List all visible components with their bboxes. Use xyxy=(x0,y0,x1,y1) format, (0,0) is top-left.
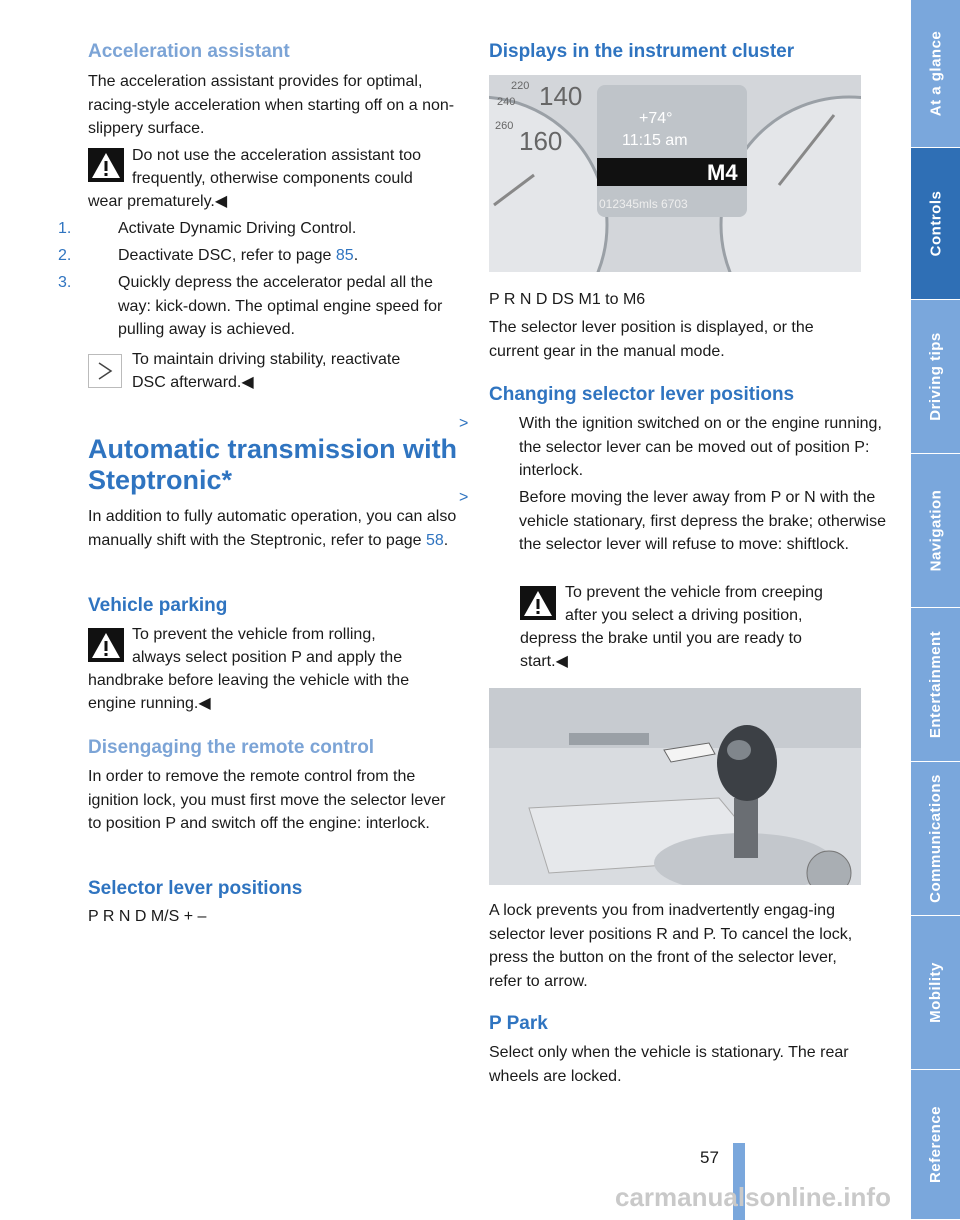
tab-controls[interactable] xyxy=(911,148,960,300)
step-text: Activate Dynamic Driving Control. xyxy=(118,220,357,237)
tab-label: Controls xyxy=(927,190,945,257)
step-text-end: . xyxy=(353,247,359,264)
park-heading: P Park xyxy=(489,1013,548,1034)
note-text-line: DSC afterward.◀ xyxy=(132,374,254,391)
time-readout: 11:15 am xyxy=(622,132,688,149)
warning-text-line: To prevent the vehicle from creeping xyxy=(565,584,823,601)
bullet-text: With the ignition switched on or the engine running, the selector lever can be moved out of position P: interlock. xyxy=(519,415,882,479)
gear-indicator: M4 xyxy=(707,160,738,185)
positions-description: The selector lever position is displayed, or the current gear in the manual mode. xyxy=(489,319,814,360)
tab-navigation[interactable] xyxy=(911,454,960,608)
instrument-cluster-photo xyxy=(489,75,861,272)
speed-label-160: 160 xyxy=(519,126,563,156)
instrument-cluster-drawing xyxy=(489,75,861,272)
tab-label: Communications xyxy=(927,774,944,903)
step-3 xyxy=(58,271,468,342)
page-link-85[interactable]: 85 xyxy=(335,247,354,264)
tab-label: Reference xyxy=(927,1105,945,1184)
selector-lever-photo xyxy=(489,688,861,885)
warning-text-line: depress the brake until you are ready to xyxy=(520,630,802,647)
tab-label: At a glance xyxy=(927,30,944,117)
changing-positions-heading: Changing selector lever positions xyxy=(489,384,795,405)
vehicle-parking-heading: Vehicle parking xyxy=(88,595,228,616)
tab-entertainment[interactable] xyxy=(911,608,960,762)
bullet-interlock xyxy=(459,412,891,483)
selector-lever-positions-heading: Selector lever positions xyxy=(88,878,303,899)
bullet-marker: > xyxy=(459,489,469,506)
displays-heading: Displays in the instrument cluster xyxy=(489,41,795,62)
tab-label: Driving tips xyxy=(927,332,945,421)
warning-text-line: To prevent the vehicle from rolling, xyxy=(132,626,376,643)
step-text: Quickly depress the accelerator pedal all the way: kick-down. The optimal engine speed for pulling away is achieved. xyxy=(118,274,443,338)
step-1 xyxy=(58,217,490,241)
warning-icon xyxy=(520,586,556,620)
automatic-intro xyxy=(88,505,460,552)
warning-text-line: frequently, otherwise components could xyxy=(132,170,413,187)
step-text: Deactivate DSC, refer to page xyxy=(118,247,336,264)
intro-text: In addition to fully automatic operation, you can also manually shift with the Steptronic, refer to page xyxy=(88,508,457,549)
warning-text-line: engine running.◀ xyxy=(88,695,211,712)
warning-icon xyxy=(88,628,124,662)
speed-label-260: 260 xyxy=(495,120,514,132)
warning-text-line: wear prematurely.◀ xyxy=(88,193,228,210)
step-2 xyxy=(58,244,490,268)
note-icon xyxy=(88,354,122,388)
speed-label-240: 240 xyxy=(497,96,516,108)
warning-text-line: start.◀ xyxy=(520,653,568,670)
bullet-marker: > xyxy=(459,415,469,432)
remote-control-heading: Disengaging the remote control xyxy=(88,737,375,758)
note-text-line: To maintain driving stability, reactivate xyxy=(132,351,401,368)
acceleration-intro: The acceleration assistant provides for optimal, racing-style acceleration when starting off on a non-slippery surface. xyxy=(88,73,455,137)
step-number: 1. xyxy=(58,220,72,237)
warning-text-line: handbrake before leaving the vehicle with the xyxy=(88,672,410,689)
selector-lever-positions-text: P R N D M/S + – xyxy=(88,908,207,925)
tab-reference[interactable] xyxy=(911,1070,960,1220)
step-number: 3. xyxy=(58,274,72,291)
warning-text-line: always select position P and apply the xyxy=(132,649,403,666)
warning-icon xyxy=(88,148,124,182)
tab-label: Navigation xyxy=(927,489,944,572)
tab-driving-tips[interactable] xyxy=(911,300,960,454)
warning-text-line: Do not use the acceleration assistant too xyxy=(132,147,422,164)
tab-label: Entertainment xyxy=(927,630,945,739)
remote-control-text: In order to remove the remote control from the ignition lock, you must first move the selector lever to position P and switch off the engine: interlock. xyxy=(88,768,446,832)
selector-lever-drawing xyxy=(489,688,861,885)
step-number: 2. xyxy=(58,247,72,264)
acceleration-assistant-heading: Acceleration assistant xyxy=(88,41,290,62)
bullet-shiftlock xyxy=(459,486,891,557)
tab-mobility[interactable] xyxy=(911,916,960,1070)
heading-line-2: Steptronic* xyxy=(88,465,233,495)
tab-at-a-glance[interactable] xyxy=(911,0,960,148)
odometer-readout: 012345mls 6703 xyxy=(599,197,688,211)
park-text: Select only when the vehicle is stationary. The rear wheels are locked. xyxy=(489,1044,849,1085)
heading-line-1: Automatic transmission with xyxy=(88,434,458,464)
page-number: 57 xyxy=(700,1148,719,1167)
speed-label-220: 220 xyxy=(511,80,530,92)
tab-label: Mobility xyxy=(927,962,945,1023)
watermark: carmanualsonline.info xyxy=(615,1182,891,1212)
warning-text-line: after you select a driving position, xyxy=(565,607,803,624)
temperature-readout: +74° xyxy=(639,110,673,127)
intro-end: . xyxy=(443,531,449,549)
tab-communications[interactable] xyxy=(911,762,960,916)
page-link-58[interactable]: 58 xyxy=(425,531,444,549)
bullet-text: Before moving the lever away from P or N with the vehicle stationary, first depress the brake; otherwise the selector lever will refuse to move: shiftlock. xyxy=(519,489,886,553)
positions-text: P R N D DS M1 to M6 xyxy=(489,291,646,308)
lock-description: A lock prevents you from inadvertently engag-ing selector lever positions R and P. To cancel the lock, press the button on the front of the selector lever, refer to arrow. xyxy=(489,902,853,990)
automatic-transmission-heading xyxy=(88,434,460,496)
speed-label-140: 140 xyxy=(539,81,583,111)
